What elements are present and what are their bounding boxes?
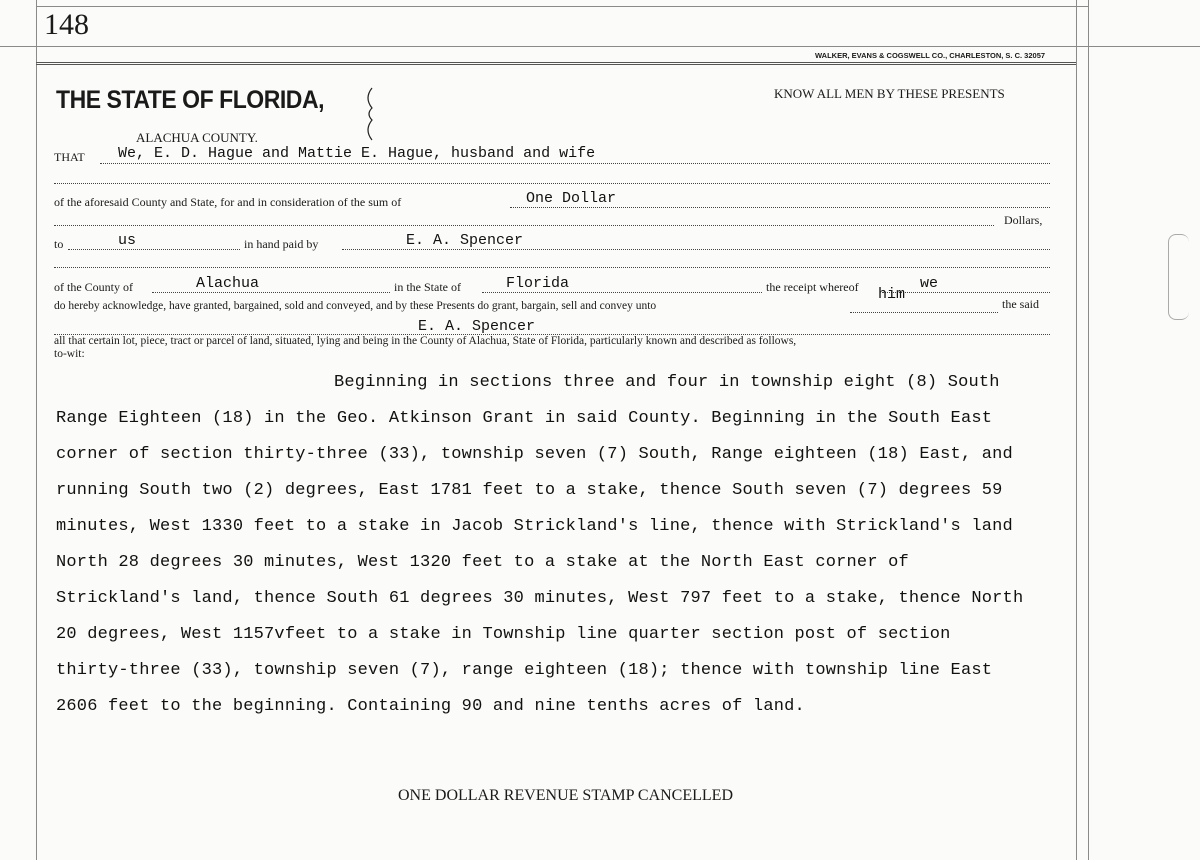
line-paid-by [342, 249, 1050, 250]
line-to [68, 249, 240, 250]
state-heading: THE STATE OF FLORIDA, [56, 86, 325, 114]
label-to: to [54, 237, 64, 251]
blank-line-1 [54, 183, 1050, 184]
description-line-10: 2606 feet to the beginning. Containing 90 and nine tenths acres of land. [56, 697, 805, 716]
blank-line-2 [54, 225, 994, 226]
binding-clip [1168, 234, 1189, 320]
label-to-wit: to-wit: [54, 348, 85, 360]
description-line-3: corner of section thirty-three (33), township seven (7) South, Range eighteen (18) East, and [56, 445, 1013, 464]
label-consideration: of the aforesaid County and State, for and in consideration of the sum of [54, 195, 402, 209]
sum-value: One Dollar [526, 190, 617, 207]
description-line-2: Range Eighteen (18) in the Geo. Atkinson Grant in said County. Beginning in the South East [56, 409, 993, 428]
description-line-1: Beginning in sections three and four in township eight (8) South [334, 373, 1000, 392]
printer-imprint: WALKER, EVANS & COGSWELL CO., CHARLESTON, S. C. 32057 [815, 51, 1046, 60]
ledger-top-rule-1 [36, 6, 1088, 7]
county-heading: ALACHUA COUNTY. [136, 130, 258, 145]
label-all-that-certain: all that certain lot, piece, tract or parcel of land, situated, lying and being in the County of Alachua, State of Florida, particularly known and described as follows, [54, 335, 797, 347]
label-receipt: the receipt whereof [766, 280, 859, 294]
grantors-value: We, E. D. Hague and Mattie E. Hague, husband and wife [118, 145, 596, 162]
description-line-9: thirty-three (33), township seven (7), range eighteen (18); thence with township line East [56, 661, 993, 680]
the-said-value: E. A. Spencer [418, 318, 536, 335]
description-line-4: running South two (2) degrees, East 1781 feet to a stake, thence South seven (7) degrees 59 [56, 481, 1003, 500]
label-paid-by: in hand paid by [244, 237, 319, 251]
description-line-7: Strickland's land, thence South 61 degrees 30 minutes, West 797 feet to a stake, thence North [56, 589, 1024, 608]
description-line-5: minutes, West 1330 feet to a stake in Jacob Strickland's line, thence with Strickland's land [56, 517, 1013, 536]
label-that: THAT [54, 150, 85, 164]
state-value: Florida [506, 275, 570, 292]
convey-unto-value: him [878, 286, 906, 303]
line-state [482, 292, 762, 293]
ledger-top-rule-2 [0, 46, 1200, 47]
ledger-left-rule [36, 0, 37, 860]
ledger-right-rule-2 [1088, 0, 1089, 860]
ledger-top-rule-4 [36, 64, 1076, 65]
blank-line-3 [54, 267, 1050, 268]
description-line-8: 20 degrees, West 1157vfeet to a stake in Township line quarter section post of section [56, 625, 951, 644]
label-do-hereby: do hereby acknowledge, have granted, bargained, sold and conveyed, and by these Presents do grant, bargain, sell and convey unto [54, 300, 657, 312]
ledger-top-rule-3 [36, 62, 1076, 63]
label-dollars: Dollars, [1004, 213, 1043, 227]
description-line-6: North 28 degrees 30 minutes, West 1320 feet to a stake at the North East corner of [56, 553, 909, 572]
line-receipt [882, 292, 1050, 293]
paid-by-value: E. A. Spencer [406, 232, 524, 249]
ledger-right-rule-1 [1076, 0, 1077, 860]
know-all-men: KNOW ALL MEN BY THESE PRESENTS [774, 86, 1005, 101]
revenue-stamp-note: ONE DOLLAR REVENUE STAMP CANCELLED [398, 787, 733, 804]
line-sum [510, 207, 1050, 208]
page-number: 148 [44, 8, 89, 41]
brace-mark [360, 86, 380, 142]
label-county-of: of the County of [54, 280, 133, 294]
line-county [152, 292, 390, 293]
county-value: Alachua [196, 275, 260, 292]
receipt-value: we [920, 275, 939, 292]
line-that [100, 163, 1050, 164]
label-state-of: in the State of [394, 280, 461, 294]
to-value: us [118, 232, 137, 249]
line-convey [850, 312, 998, 313]
label-the-said: the said [1002, 297, 1039, 311]
